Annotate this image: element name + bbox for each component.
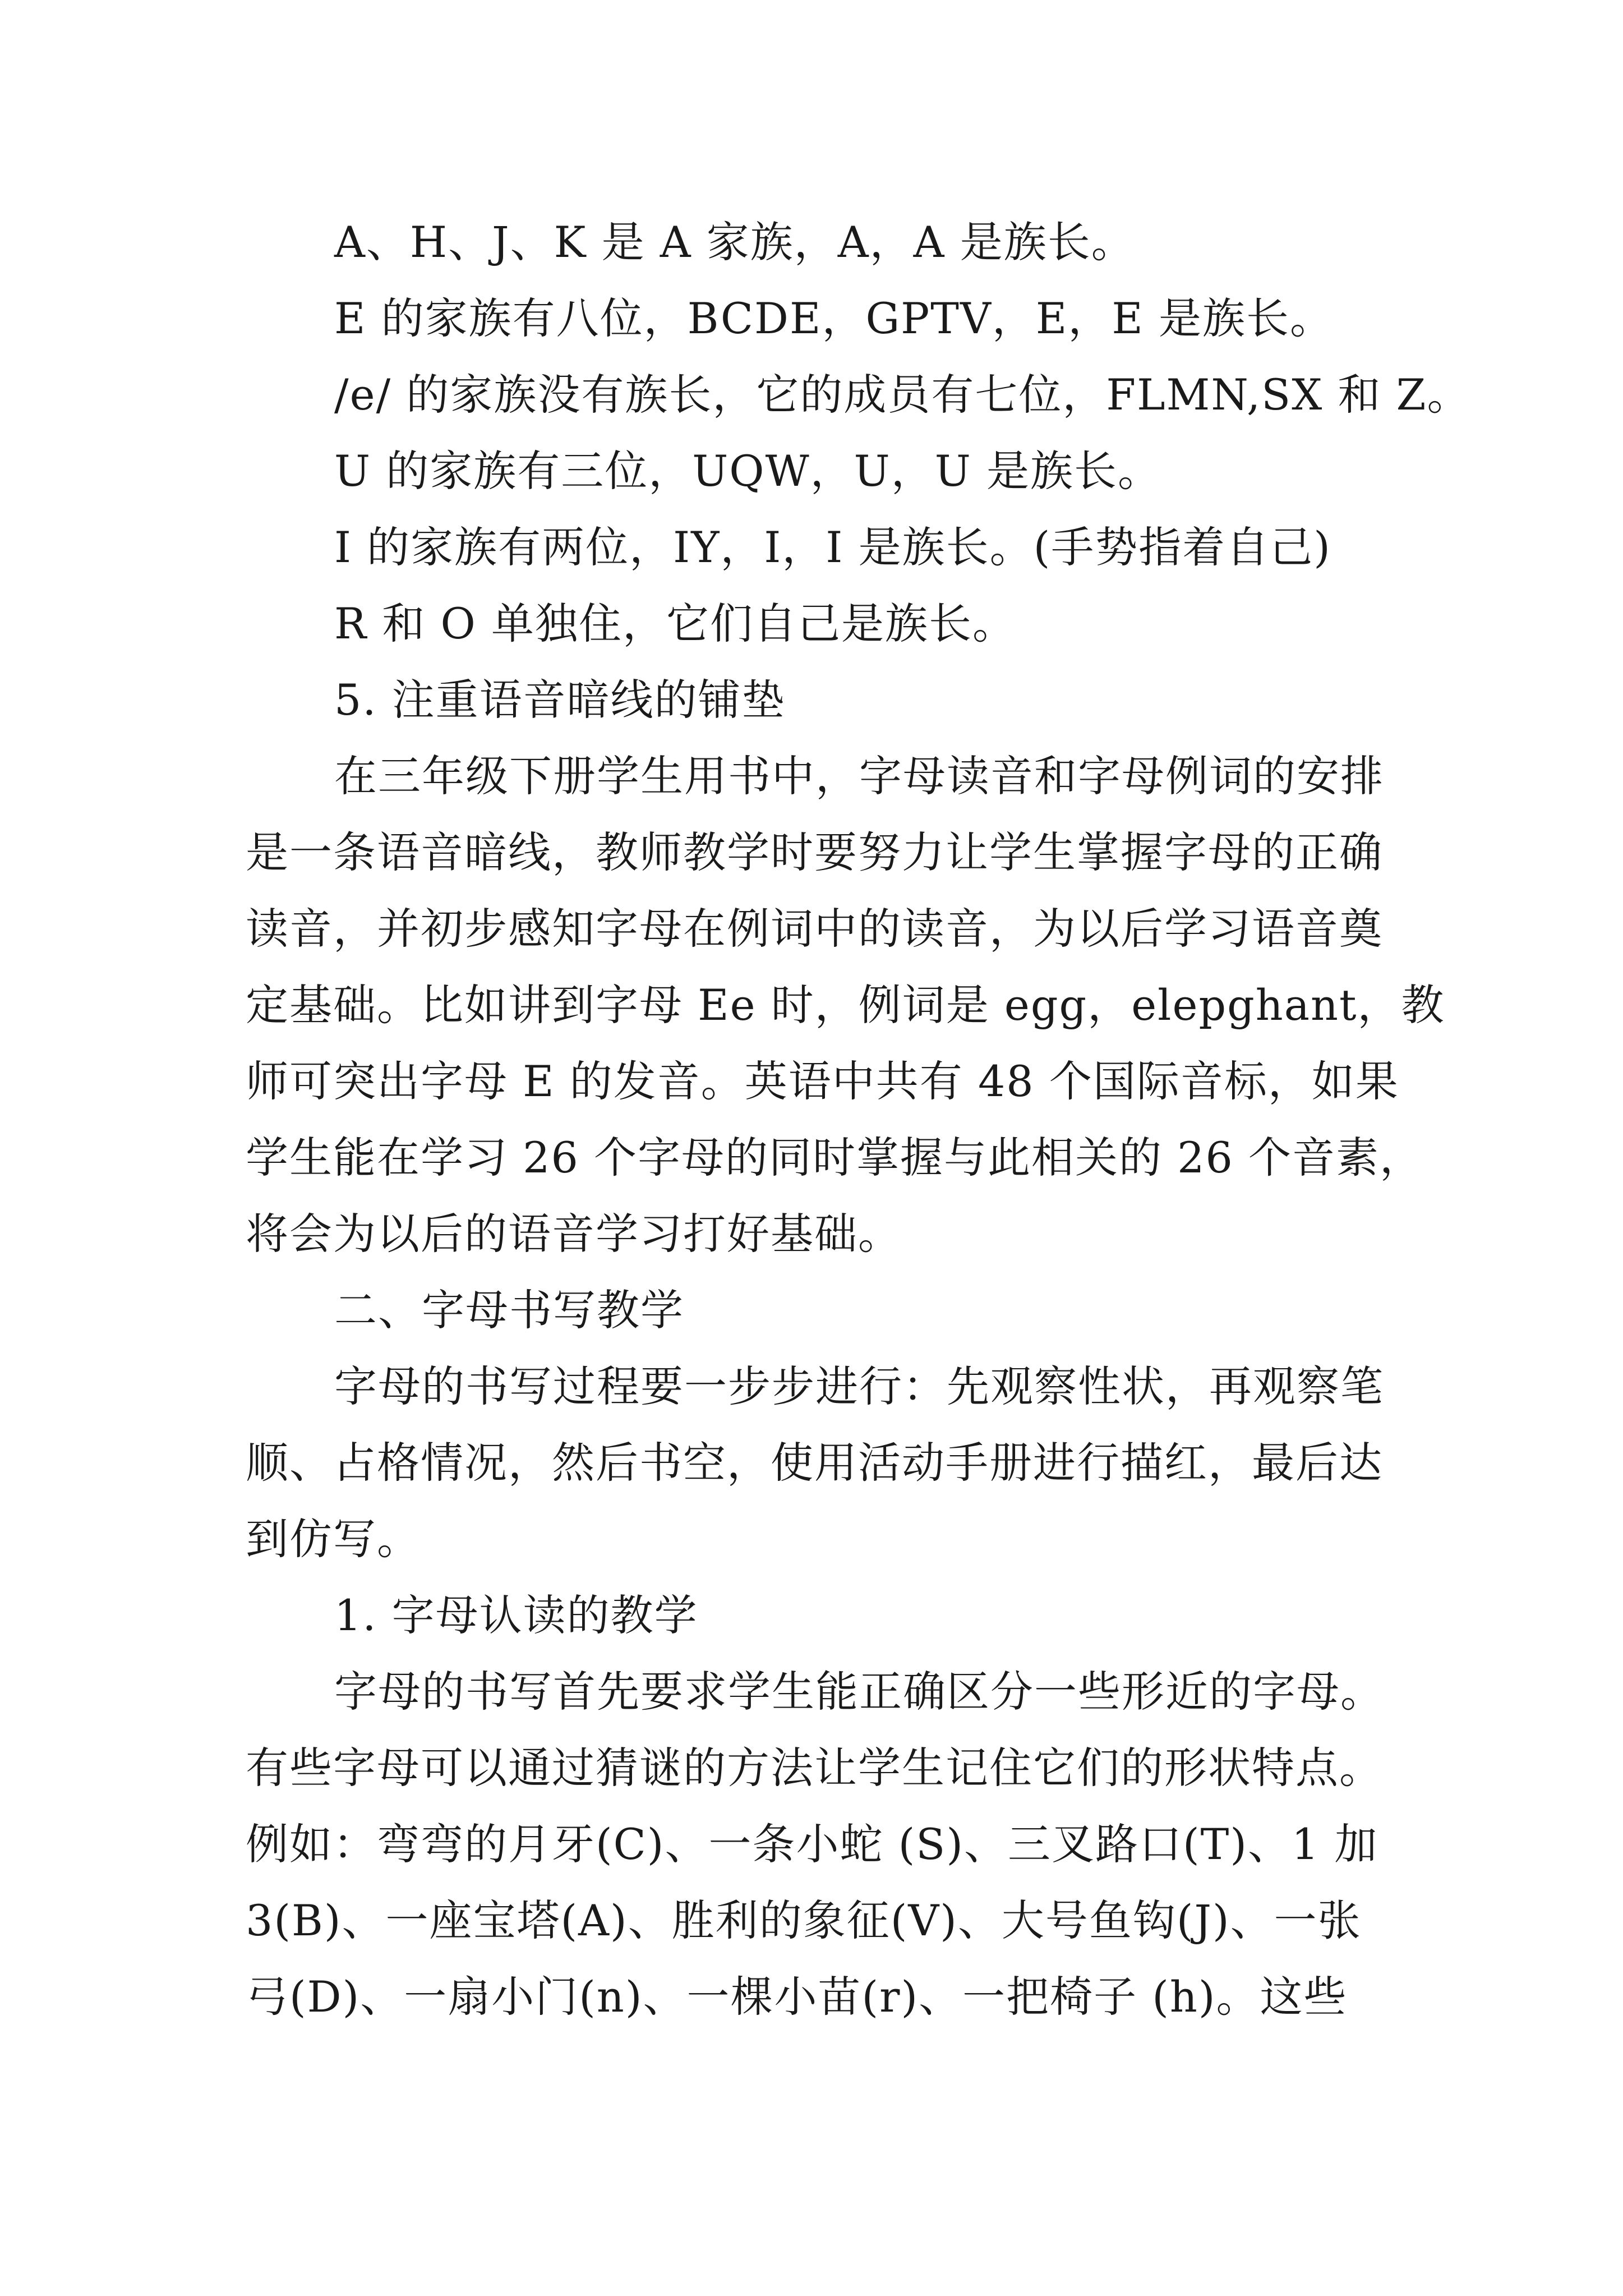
text-line: R 和 O 单独住，它们自己是族长。 bbox=[334, 599, 1017, 648]
text-line: /e/ 的家族没有族长，它的成员有七位，FLMN,SX 和 Z。 bbox=[334, 370, 1471, 420]
paragraph-line: 顺、占格情况，然后书空，使用活动手册进行描红，最后达 bbox=[246, 1438, 1383, 1488]
section-heading: 二、字母书写教学 bbox=[334, 1285, 684, 1335]
text-line: I 的家族有两位，IY，I，I 是族长。(手势指着自己) bbox=[334, 522, 1331, 572]
paragraph-line: 将会为以后的语音学习打好基础。 bbox=[246, 1209, 902, 1259]
paragraph-line: 在三年级下册学生用书中，字母读音和字母例词的安排 bbox=[334, 751, 1384, 801]
paragraph-line: 字母的书写过程要一步步进行：先观察性状，再观察笔 bbox=[334, 1361, 1384, 1411]
text-line: U 的家族有三位，UQW，U，U 是族长。 bbox=[334, 446, 1161, 496]
paragraph-line: 例如：弯弯的月牙(C)、一条小蛇 (S)、三叉路口(T)、1 加 bbox=[246, 1819, 1378, 1869]
section-heading: 1. 字母认读的教学 bbox=[334, 1590, 698, 1640]
paragraph-line: 字母的书写首先要求学生能正确区分一些形近的字母。 bbox=[334, 1667, 1384, 1717]
text-line: A、H、J、K 是 A 家族，A，A 是族长。 bbox=[334, 217, 1135, 267]
paragraph-line: 是一条语音暗线，教师教学时要努力让学生掌握字母的正确 bbox=[246, 827, 1383, 877]
paragraph-line: 3(B)、一座宝塔(A)、胜利的象征(V)、大号鱼钩(J)、一张 bbox=[246, 1895, 1362, 1945]
paragraph-line: 学生能在学习 26 个字母的同时掌握与此相关的 26 个音素， bbox=[246, 1133, 1424, 1182]
paragraph-line: 定基础。比如讲到字母 Ee 时，例词是 egg，elepghant，教 bbox=[246, 980, 1445, 1030]
paragraph-line: 读音，并初步感知字母在例词中的读音，为以后学习语音奠 bbox=[246, 904, 1383, 954]
paragraph-line: 弓(D)、一扇小门(n)、一棵小苗(r)、一把椅子 (h)。这些 bbox=[246, 1972, 1348, 2022]
paragraph-line: 到仿写。 bbox=[246, 1514, 421, 1564]
paragraph-line: 有些字母可以通过猜谜的方法让学生记住它们的形状特点。 bbox=[246, 1743, 1383, 1793]
section-heading: 5. 注重语音暗线的铺垫 bbox=[334, 675, 786, 725]
text-line: E 的家族有八位，BCDE，GPTV，E，E 是族长。 bbox=[334, 293, 1334, 343]
paragraph-line: 师可突出字母 E 的发音。英语中共有 48 个国际音标，如果 bbox=[246, 1056, 1399, 1106]
